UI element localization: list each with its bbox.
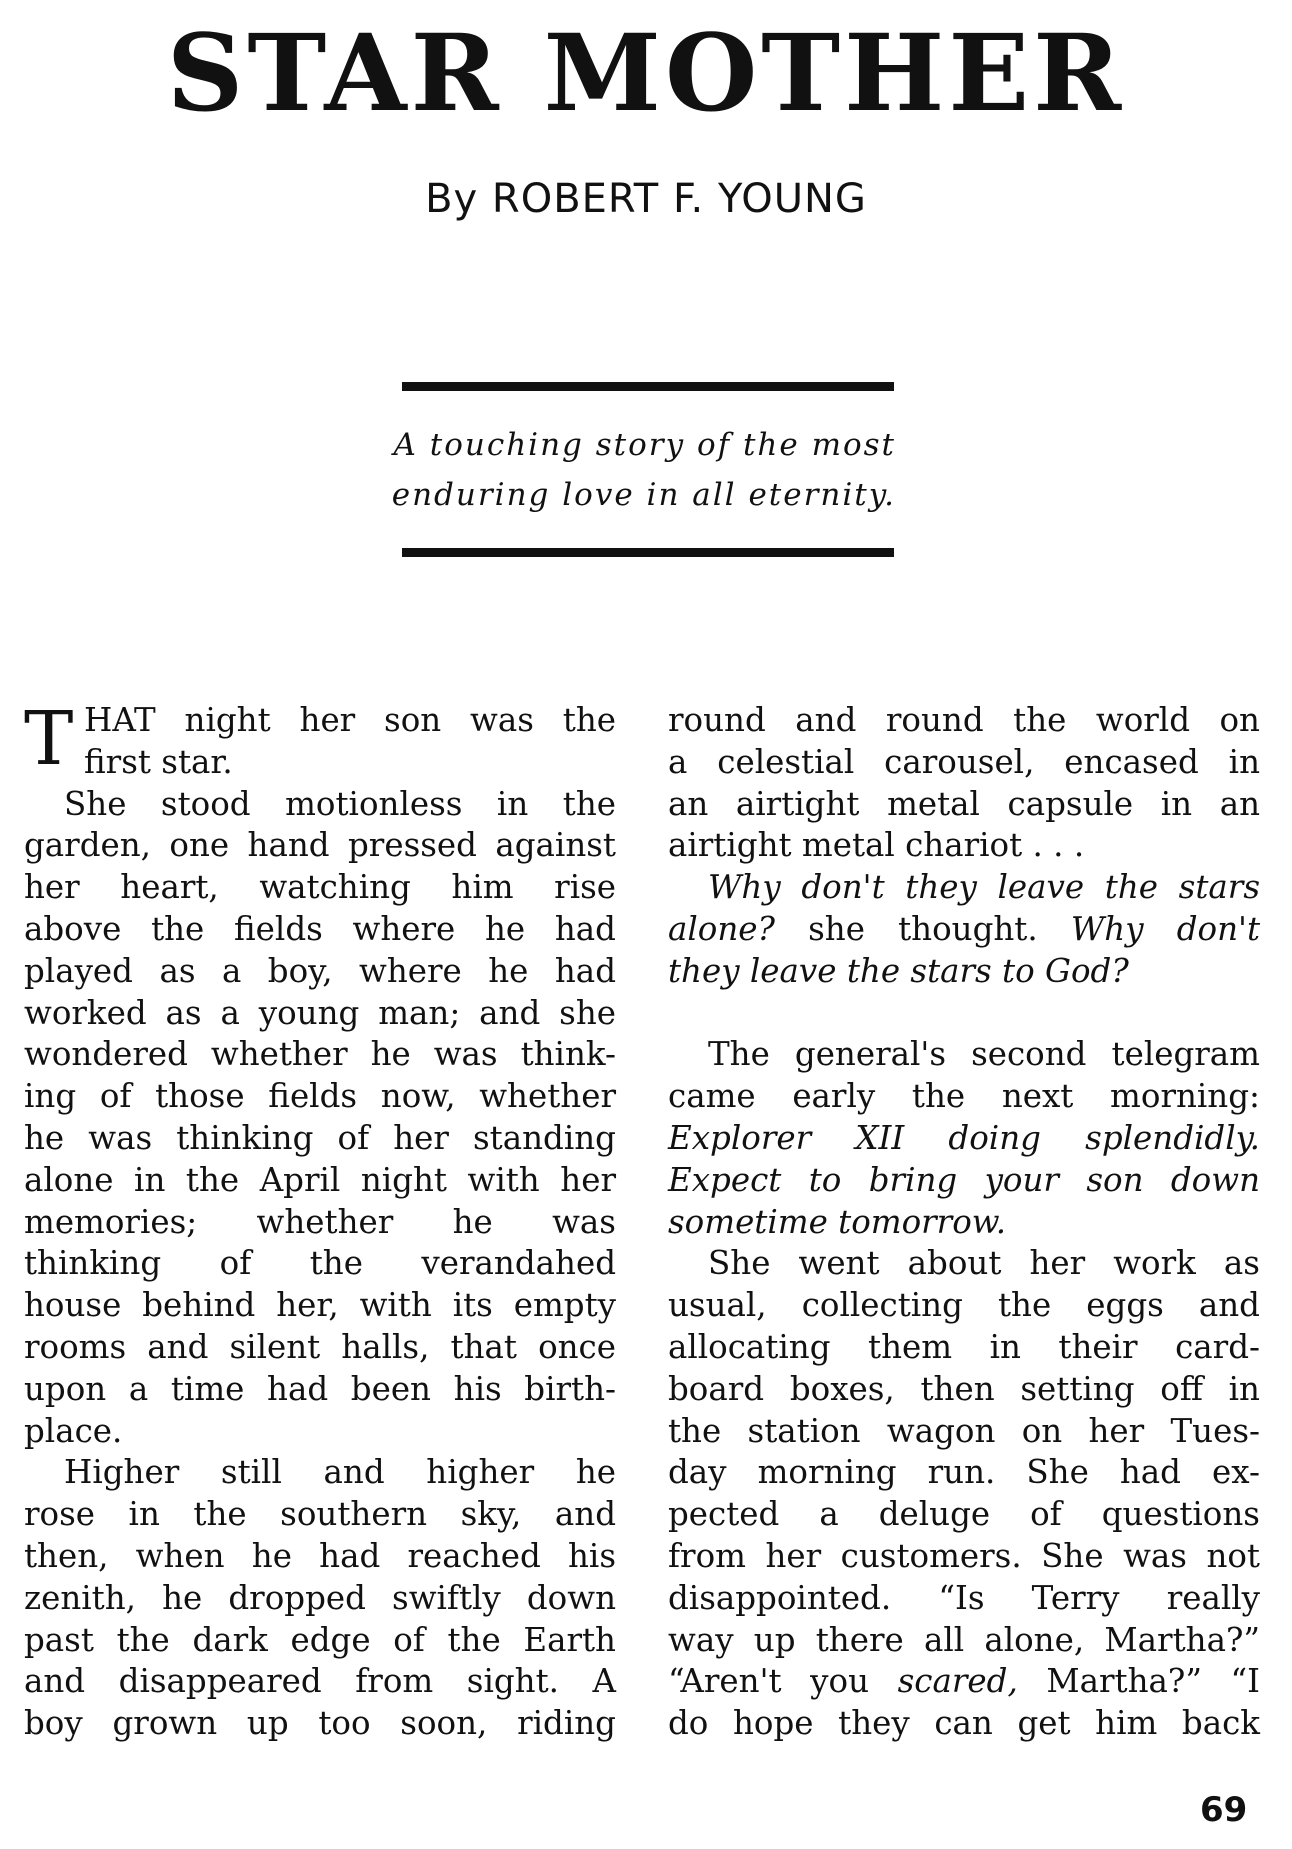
italic-text: they leave the stars to God? [668, 951, 1129, 990]
text-line: usual, collecting the eggs and [668, 1286, 1260, 1325]
text-line: pected a deluge of questions [668, 1495, 1260, 1534]
top-divider [402, 382, 894, 391]
text-line: and disappeared from sight. A [24, 1662, 616, 1701]
text-line: She went about her work as [708, 1244, 1260, 1283]
text-line: boy grown up too soon, riding [24, 1704, 616, 1743]
text-line: way up there all alone, Martha?” [668, 1620, 1260, 1659]
story-blurb [388, 420, 896, 520]
text-line [668, 867, 1260, 909]
text-line: her heart, watching him rise [24, 868, 616, 907]
plain-text: “Aren't you [668, 1662, 898, 1701]
blurb-line: enduring love in all eternity. [391, 477, 896, 513]
text-line: came early the next morning: [668, 1077, 1260, 1116]
text-line: rooms and silent halls, that once [24, 1327, 616, 1366]
text-line: house behind her, with its empty [24, 1286, 616, 1325]
drop-cap: T [24, 696, 74, 782]
italic-text: alone? [668, 909, 775, 948]
text-line: he was thinking of her standing [24, 1118, 616, 1157]
text-line [668, 1202, 1260, 1244]
text-line: disappointed. “Is Terry really [668, 1578, 1260, 1617]
text-line: day morning run. She had ex- [668, 1453, 1260, 1492]
text-line [668, 1160, 1260, 1202]
text-line: Higher still and higher he [64, 1453, 616, 1492]
text-line: from her customers. She was not [668, 1536, 1260, 1575]
text-line: allocating them in their card- [668, 1327, 1260, 1366]
left-column [24, 696, 616, 1745]
text-line: then, when he had reached his [24, 1536, 616, 1575]
author-byline: By ROBERT F. YOUNG [425, 176, 867, 222]
bottom-divider [402, 548, 894, 557]
text-line: thinking of the verandahed [24, 1244, 616, 1283]
italic-text: sometime tomorrow. [668, 1202, 1007, 1241]
text-line [668, 909, 1260, 951]
text-line: place. [24, 1411, 123, 1450]
text-line: board boxes, then setting off in [668, 1369, 1260, 1408]
text-line: ing of those fields now, whether [24, 1077, 616, 1116]
story-title: STAR MOTHER [166, 10, 1126, 135]
text-line: do hope they can get him back [668, 1704, 1260, 1743]
italic-text: scared, [897, 1662, 1018, 1701]
text-line: above the fields where he had [24, 909, 616, 948]
text-line: past the dark edge of the Earth [24, 1620, 616, 1659]
text-line [668, 1661, 1260, 1703]
plain-text: Martha?” “I [1017, 1662, 1260, 1701]
text-line: wondered whether he was think- [24, 1035, 616, 1074]
text-line: round and round the world on [668, 701, 1260, 739]
text-line: airtight metal chariot . . . [668, 826, 1085, 865]
text-line: the station wagon on her Tues- [668, 1411, 1260, 1450]
blurb-line: A touching story of the most [393, 427, 896, 463]
text-line: an airtight metal capsule in an [668, 784, 1260, 823]
text-line: She stood motionless in the [64, 784, 616, 823]
text-line: alone in the April night with her [24, 1160, 616, 1199]
text-line: The general's second telegram [708, 1035, 1260, 1074]
italic-text: Expect to bring your son down [668, 1160, 1260, 1199]
text-line: memories; whether he was [24, 1202, 616, 1241]
right-column [668, 700, 1260, 1745]
text-line: worked as a young man; and she [24, 993, 616, 1032]
text-line [668, 1118, 1260, 1160]
italic-text: Explorer XII doing splendidly. [668, 1118, 1260, 1157]
paragraph-gap [668, 993, 1260, 1035]
text-line: rose in the southern sky, and [24, 1495, 616, 1534]
plain-text: she thought. [774, 909, 1071, 948]
text-line: zenith, he dropped swiftly down [24, 1578, 616, 1617]
italic-text: Why don't [1070, 909, 1261, 948]
text-line: played as a boy, where he had [24, 951, 616, 990]
text-line: a celestial carousel, encased in [668, 742, 1260, 781]
text-line: garden, one hand pressed against [24, 826, 616, 865]
text-line: HAT night her son was the [84, 701, 616, 739]
page-number: 69 [1200, 1790, 1248, 1830]
italic-text: Why don't they leave the stars [708, 868, 1260, 907]
text-line [668, 951, 1260, 993]
text-line: upon a time had been his birth- [24, 1369, 616, 1408]
text-line: first star. [84, 742, 233, 781]
